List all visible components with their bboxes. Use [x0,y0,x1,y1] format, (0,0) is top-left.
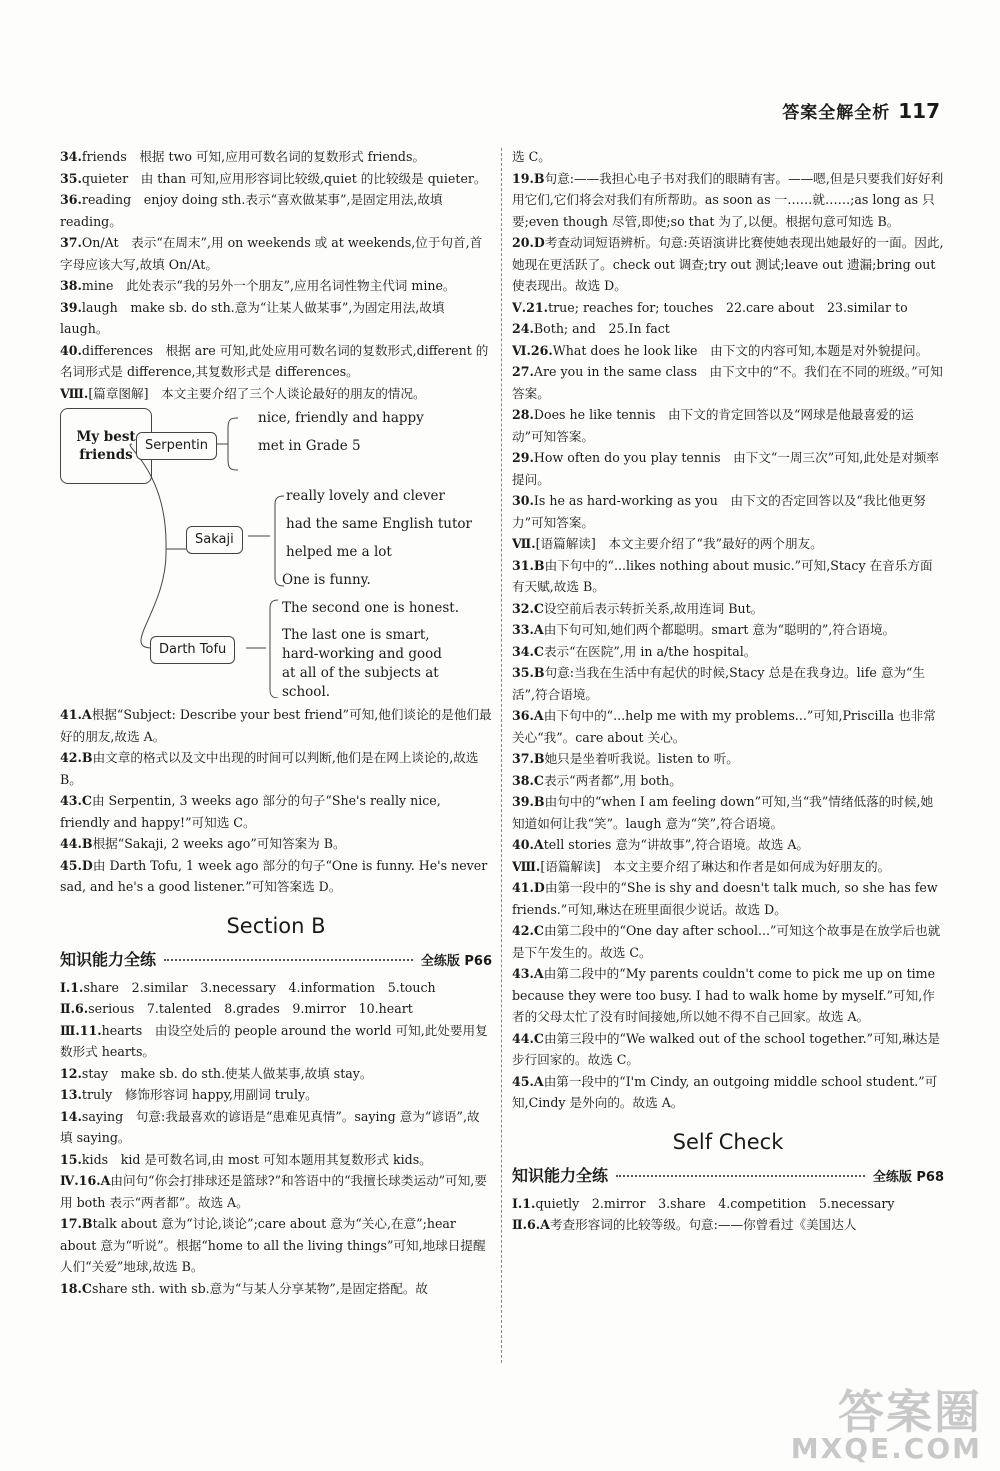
answer-text: 由第二段中的“My parents couldn't come to pick me up on time because they were too busy. I had to walk home by myself.”可知,作者的父母太忙了没有时间接她,所以她不得不自己回家。故选 A。 [512,966,936,1024]
answer-item [512,404,944,447]
answer-number: 35.B [512,665,545,680]
answer-text: differences 根据 are 可知,此处应用可数名词的复数形式,different 的名词形式是 difference,其复数形式是 differences。 [60,342,489,379]
watermark-line-1: 答案圈 [838,1385,982,1439]
answer-number: 43.C [60,793,92,808]
sakaji-leaf-1: really lovely and clever [286,488,445,504]
answer-text: laugh make sb. do sth.意为“让某人做某事”,为固定用法,故填 laugh。 [60,299,445,336]
answer-text: [篇章图解] 本文主要介绍了三个人谈论最好的朋友的情况。 [88,385,426,401]
answer-number: 37.B [512,751,545,766]
answer-number: 42.C [512,923,544,938]
section-b-heading: Section B [226,913,326,938]
answer-number: Ⅳ.16.A [60,1173,111,1188]
answer-number: Ⅶ. [512,536,536,551]
serpentin-leaf-1: nice, friendly and happy [258,410,424,426]
answer-number: 14. [60,1108,82,1124]
answer-text: 由问句“你会打排球还是篮球?”和答语中的“我擅长球类运动”可知,要用 both 表示“两者都”。故选 A。 [60,1173,487,1210]
answer-text: 由 Serpentin, 3 weeks ago 部分的句子“She's really nice, friendly and happy!”可知选 C。 [60,793,441,830]
answer-item [512,232,944,297]
answer-number: 20.D [512,235,545,250]
answer-item [512,447,944,490]
answer-text: serious 7.talented 8.grades 9.mirror 10.heart [88,1001,413,1016]
answer-text: 她只是坐着听我说。listen to 听。 [544,751,739,766]
answer-text: reading enjoy doing sth.表示“喜欢做某事”,是固定用法,故填 reading。 [60,192,443,229]
answer-text: share 2.similar 3.necessary 4.information 5.touch [83,979,436,995]
answer-item [512,490,944,533]
left-top-answers [60,146,492,404]
answer-text: 表示“两者都”,用 both。 [543,772,682,788]
answer-item [512,533,944,555]
answer-item [512,662,944,705]
answer-number: 38. [60,278,82,293]
node-darth-tofu-label: Darth Tofu [159,642,227,657]
answer-item [60,790,492,833]
answer-number: 41.A [60,707,92,722]
node-serpentin-label: Serpentin [145,438,209,453]
watermark-line-2: MXQE.COM [790,1432,982,1465]
answer-item [60,1020,492,1063]
answer-text: truly 修饰形容词 happy,用副词 truly。 [81,1087,318,1102]
answer-number: Ⅷ. [512,858,541,874]
left-mid-answers [60,704,492,898]
answer-text: 由句中的“when I am feeling down”可知,当“我”情绪低落的时候,她知道如何让我“笑”。laugh 意为“笑”,符合语境。 [512,794,934,831]
answer-item [60,1278,492,1300]
answer-number: Ⅰ.1. [512,1195,536,1211]
right-top-answers [512,146,944,1114]
answer-item [512,1214,944,1236]
answer-text: 由下句中的“...help me with my problems...”可知,Priscilla 也非常关心“我”。care about 关心。 [512,708,936,745]
answer-number: Ⅰ.1. [60,979,84,995]
answer-number: Ⅲ.11. [60,1022,102,1038]
right-column [512,146,944,1236]
sakaji-leaf-2: had the same English tutor [286,516,473,532]
section-b-bar-ref: 全练版 P66 [420,954,492,969]
answer-item [60,704,492,747]
answer-number: 38.C [512,772,544,788]
answer-text: 设空前后表示转折关系,故用连词 But。 [543,600,764,616]
answer-number: 34. [60,149,82,164]
answer-number: 12. [60,1065,82,1081]
darth-leaf-1: One is funny. [282,572,371,588]
answer-item [60,146,492,168]
answer-text: true; reaches for; touches 22.care about 23.similar to [548,299,908,315]
darth-leaf-2: The second one is honest. [282,600,460,616]
answer-item [60,855,492,898]
answer-number: 43.A [512,966,544,981]
answer-text: 由下句可知,她们两个都聪明。smart 意为“聪明的”,符合语境。 [543,622,896,637]
answer-number: 13. [60,1087,82,1102]
answer-text: Are you in the same class 由下文中的“不。我们在不同的班级。”可知答案。 [512,364,943,401]
answer-number: 28. [512,407,534,422]
answer-item [60,1063,492,1085]
dot-leader [616,1175,865,1177]
answer-text: tell stories 意为“讲故事”,符合语境。故选 A。 [543,837,810,852]
answer-text: 由第一段中的“I'm Cindy, an outgoing middle school student.”可知,Cindy 是外向的。故选 A。 [512,1073,938,1110]
answer-item [512,598,944,620]
darth-leaf-3: The last one is smart, hard-working and good at all of the subjects at school. [282,627,442,700]
node-sakaji-label: Sakaji [195,532,234,547]
answer-item [60,232,492,275]
answer-text: 根据“Sakaji, 2 weeks ago”可知答案为 B。 [92,836,346,851]
answer-text: stay make sb. do sth.使某人做某事,故填 stay。 [81,1065,373,1081]
answer-text: saying 句意:我最喜欢的谚语是“患难见真情”。saying 意为“谚语”,故填 saying。 [60,1108,480,1145]
answer-text: 考查形容词的比较等级。句意:——你曾看过《美国达人 [549,1217,857,1232]
answer-item [512,834,944,856]
answer-number: 30. [512,493,534,508]
section-b-bar [60,949,492,973]
answer-number: 19.B [512,170,545,186]
page-number: 117 [898,99,940,123]
mind-map-root-label: My best friends [76,429,136,463]
answer-text: How often do you play tennis 由下文“一周三次”可知,此处是对频率提问。 [512,450,939,487]
answer-item [60,297,492,340]
answer-item [512,856,944,878]
answer-number: 15. [60,1151,82,1167]
self-check-bar [512,1165,944,1189]
self-check-bar-ref: 全练版 P68 [872,1170,944,1185]
answer-item [60,998,492,1020]
answer-item [60,275,492,297]
answer-number: 32.C [512,600,544,616]
answer-item [60,747,492,790]
answer-item [512,340,944,362]
answer-number: 36. [60,192,82,207]
sakaji-leaf-3: helped me a lot [286,544,392,560]
answer-text: friends 根据 two 可知,应用可数名词的复数形式 friends。 [81,149,426,164]
answer-item [60,340,492,383]
answer-number: 42.B [60,750,93,765]
answer-number: Ⅱ.6. [60,1001,89,1016]
answer-item [512,877,944,920]
answer-number: 37. [60,235,82,250]
dot-leader [164,959,413,961]
answer-item [512,963,944,1028]
answer-item [60,168,492,190]
left-bottom-answers [60,977,492,1300]
answer-text: Both; and 25.In fact [533,321,670,336]
answer-number: 41.D [512,880,545,895]
column-divider [501,148,502,1363]
answer-number: 39.B [512,794,545,809]
answer-item [512,619,944,641]
answer-text: [语篇解读] 本文主要介绍了琳达和作者是如何成为好朋友的。 [540,858,891,874]
answer-number: 18.C [60,1280,92,1296]
answer-number: 31.B [512,557,545,573]
right-bottom-answers [512,1193,944,1236]
answer-number: Ⅵ.26. [512,342,553,358]
mind-map [60,408,492,698]
node-darth-tofu [150,636,235,664]
answer-item [512,146,944,168]
answer-number: 33.A [512,622,544,637]
answer-number: 44.C [512,1030,544,1046]
answer-item [512,920,944,963]
answer-item [512,318,944,340]
answer-item [60,833,492,855]
answer-number: 36.A [512,708,544,723]
answer-item [512,297,944,319]
answer-item [512,748,944,770]
answer-item [60,977,492,999]
answer-item [512,1071,944,1114]
answer-text: On/At 表示“在周末”,用 on weekends 或 at weekends,位于句首,首字母应该大写,故填 On/At。 [60,235,483,272]
answer-text: hearts 由设空处后的 people around the world 可知,此处要用复数形式 hearts。 [60,1022,488,1059]
answer-text: 句意:——我担心电子书对我们的眼睛有害。——嗯,但是只要我们好好利用它们,它们将会对我们有所帮助。as soon as 一……就……;as long as 只要;even though 尽管,即使;so that 为了,以便。根据句意可知选 B。 [512,170,944,229]
answer-text: quieter 由 than 可知,应用形容词比较级,quiet 的比较级是 quieter。 [81,170,487,186]
serpentin-leaf-2: met in Grade 5 [258,438,361,454]
answer-text: kids kid 是可数名词,由 most 可知本题用其复数形式 kids。 [81,1151,432,1167]
answer-item [60,1084,492,1106]
answer-text: [语篇解读] 本文主要介绍了“我”最好的两个朋友。 [535,536,823,551]
answer-item [512,791,944,834]
answer-item [512,1193,944,1215]
answer-item [512,361,944,404]
answer-number: 29. [512,450,534,465]
left-column [60,146,492,1299]
watermark [790,1385,982,1465]
answer-item [512,1028,944,1071]
answer-item [60,383,492,405]
answer-item [60,189,492,232]
answer-text: talk about 意为“讨论,谈论”;care about 意为“关心,在意”;hear about 意为“听说”。根据“home to all the living things”可知,地球日提醒人们“关爱”地球,故选 B。 [60,1216,486,1274]
answer-item [512,641,944,663]
self-check-heading: Self Check [672,1129,784,1154]
answer-text: 表示“在医院”,用 in a/the hospital。 [543,643,757,659]
answer-text: What does he look like 由下文的内容可知,本题是对外貌提问。 [552,342,929,358]
answer-text: 由第一段中的“She is shy and doesn't talk much, so she has few friends.”可知,琳达在班里面很少说话。故选 D。 [512,880,938,917]
page-header [782,98,940,123]
answer-number: Ⅴ.21. [512,299,549,315]
answer-text: 考查动词短语辨析。句意:英语演讲比赛使她表现出她最好的一面。因此,她现在更活跃了。check out 调查;try out 测试;leave out 遗漏;bring out 使表现出。故选 D。 [512,235,944,293]
answer-item [60,1213,492,1278]
node-serpentin [136,432,217,460]
answer-item [512,705,944,748]
answer-number: 44.B [60,836,93,851]
self-check-bar-title: 知识能力全练 [512,1166,609,1185]
answer-text: share sth. with sb.意为“与某人分享某物”,是固定搭配。故 [91,1280,429,1296]
answer-number: Ⅷ. [60,385,89,401]
answer-item [60,1106,492,1149]
answer-number: 17.B [60,1216,93,1231]
node-sakaji [186,526,243,554]
answer-text: 由 Darth Tofu, 1 week ago 部分的句子“One is funny. He's never sad, and he's a good listener.”可知答案选 D。 [60,857,488,894]
answer-number: 40.A [512,837,544,852]
answer-number: 45.A [512,1073,544,1089]
answer-text: 根据“Subject: Describe your best friend”可知,他们谈论的是他们最好的朋友,故选 A。 [60,707,492,744]
answer-item [60,1149,492,1171]
answer-text: 句意:当我在生活中有起伏的时候,Stacy 总是在我身边。life 意为“生活”,符合语境。 [512,665,926,702]
answer-number: 39. [60,299,82,315]
answer-item [512,555,944,598]
answer-number: Ⅱ.6.A [512,1217,550,1232]
answer-number: 45.D [60,857,93,873]
answer-number: 40. [60,342,82,358]
answer-number: 35. [60,170,82,186]
answer-text: mine 此处表示“我的另外一个朋友”,应用名词性物主代词 mine。 [81,278,456,293]
answer-number: 27. [512,364,534,379]
answer-number: 34.C [512,643,544,659]
header-label: 答案全解全析 [782,103,891,123]
answer-item [512,770,944,792]
answer-text: 由第二段中的“One day after school...”可知这个故事是在放学后也就是下午发生的。故选 C。 [512,923,941,960]
answer-text: 由下句中的“...likes nothing about music.”可知,Stacy 在音乐方面有天赋,故选 B。 [512,557,933,594]
answer-text: 由文章的格式以及文中出现的时间可以判断,他们是在网上谈论的,故选 B。 [60,750,479,787]
answer-text: Does he like tennis 由下文的肯定回答以及“网球是他最喜爱的运动”可知答案。 [512,407,914,444]
answer-text: 由第三段中的“We walked out of the school together.”可知,琳达是步行回家的。故选 C。 [512,1030,941,1067]
answer-item [512,168,944,233]
section-b-bar-title: 知识能力全练 [60,950,157,969]
answer-text: 选 C。 [512,149,551,164]
answer-text: quietly 2.mirror 3.share 4.competition 5.necessary [535,1195,895,1211]
answer-text: Is he as hard-working as you 由下文的否定回答以及“我比他更努力”可知答案。 [512,493,926,530]
answer-number: 24. [512,321,534,336]
answer-item [60,1170,492,1213]
